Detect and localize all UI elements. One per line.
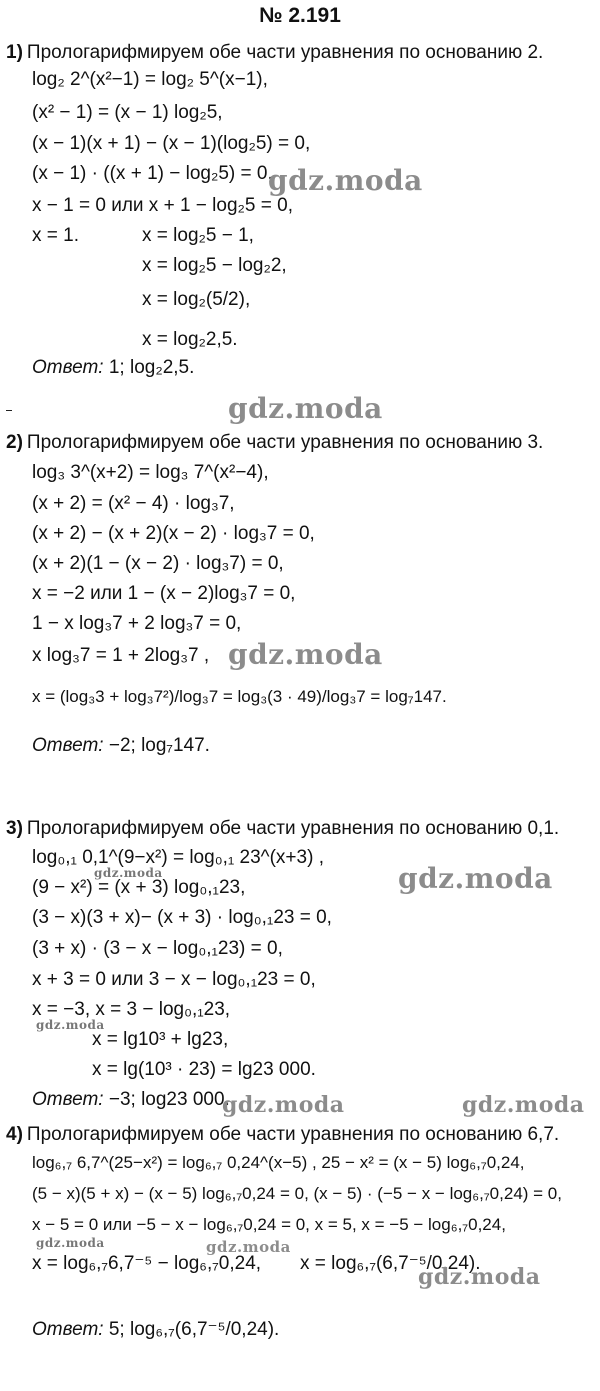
p3-answer xyxy=(32,1090,230,1109)
watermark: gdz.moda xyxy=(228,638,383,671)
p2-line-2: (x + 2) = (x² − 4) · log₃7, xyxy=(32,493,235,514)
p3-line-5: x + 3 = 0 или 3 − x − log₀,₁23 = 0, xyxy=(32,969,316,990)
p2-line-1: log₃ 3^(x+2) = log₃ 7^(x²−4), xyxy=(32,462,269,483)
watermark: gdz.moda xyxy=(94,866,163,880)
problem-2-heading xyxy=(6,432,543,454)
p3-line-2: (9 − x²) = (x + 3) log₀,₁23, xyxy=(32,877,246,898)
problem-1-number: 1) xyxy=(6,42,23,63)
p1-line-4: (x − 1) · ((x + 1) − log₂5) = 0, xyxy=(32,163,273,184)
problem-1-heading-text: Прологарифмируем обе части уравнения по основанию 2. xyxy=(26,42,544,63)
margin-mark xyxy=(6,410,12,411)
problem-title: № 2.191 xyxy=(259,4,341,27)
problem-4-heading xyxy=(6,1124,559,1146)
p4-answer-value: 5; log₆,₇(6,7⁻⁵/0,24). xyxy=(108,1319,280,1340)
watermark: gdz.moda xyxy=(228,392,383,425)
p2-answer-value: −2; log₇147. xyxy=(108,735,210,756)
problem-1-heading xyxy=(6,42,543,64)
p2-line-8: x = (log₃3 + log₃7²)/log₃7 = log₃(3 · 49)/log₃7 = log₇147. xyxy=(32,687,447,706)
p1-answer xyxy=(32,358,194,377)
p3-line-4: (3 + x) · (3 − x − log₀,₁23) = 0, xyxy=(32,938,283,959)
p4-answer-label: Ответ: xyxy=(32,1319,104,1340)
problem-4-heading-text: Прологарифмируем обе части уравнения по основанию 6,7. xyxy=(26,1124,560,1145)
p1-line-10: x = log₂2,5. xyxy=(142,329,238,350)
p4-line-3: x − 5 = 0 или −5 − x − log₆,₇0,24 = 0, x = 5, x = −5 − log₆,₇0,24, xyxy=(32,1215,506,1234)
watermark: gdz.moda xyxy=(222,1092,345,1118)
p2-answer-label: Ответ: xyxy=(32,735,104,756)
p2-line-4: (x + 2)(1 − (x − 2) · log₃7) = 0, xyxy=(32,553,284,574)
p4-line-4: x = log₆,₇6,7⁻⁵ − log₆,₇0,24, xyxy=(32,1253,262,1274)
p1-line-6: x = 1. xyxy=(32,225,79,246)
p1-line-3: (x − 1)(x + 1) − (x − 1)(log₂5) = 0, xyxy=(32,133,311,154)
problem-3-heading xyxy=(6,818,559,840)
p3-line-7: x = lg10³ + lg23, xyxy=(92,1029,229,1050)
problem-4-number: 4) xyxy=(6,1124,23,1145)
p2-line-5: x = −2 или 1 − (x − 2)log₃7 = 0, xyxy=(32,583,296,604)
p3-line-8: x = lg(10³ · 23) = lg23 000. xyxy=(92,1059,316,1080)
p4-line-5: x = log₆,₇(6,7⁻⁵/0,24). xyxy=(300,1253,481,1274)
p1-line-5: x − 1 = 0 или x + 1 − log₂5 = 0, xyxy=(32,195,293,216)
problem-3-heading-text: Прологарифмируем обе части уравнения по основанию 0,1. xyxy=(26,818,560,839)
p2-line-6: 1 − x log₃7 + 2 log₃7 = 0, xyxy=(32,613,242,634)
problem-3-number: 3) xyxy=(6,818,23,839)
watermark: gdz.moda xyxy=(206,1238,291,1256)
watermark: gdz.moda xyxy=(462,1092,585,1118)
watermark: gdz.moda xyxy=(418,1264,541,1290)
p1-line-2: (x² − 1) = (x − 1) log₂5, xyxy=(32,102,223,123)
p3-answer-value: −3; log23 000. xyxy=(108,1089,230,1110)
watermark: gdz.moda xyxy=(268,164,423,197)
problem-2-heading-text: Прологарифмируем обе части уравнения по основанию 3. xyxy=(26,432,544,453)
p2-answer xyxy=(32,736,210,755)
p3-answer-label: Ответ: xyxy=(32,1089,104,1110)
problem-2-number: 2) xyxy=(6,432,23,453)
p1-line-7: x = log₂5 − 1, xyxy=(142,225,254,246)
p2-line-7: x log₃7 = 1 + 2log₃7 , xyxy=(32,645,210,666)
p1-line-1: log₂ 2^(x²−1) = log₂ 5^(x−1), xyxy=(32,69,268,90)
p1-line-9: x = log₂(5/2), xyxy=(142,289,251,310)
p1-answer-label: Ответ: xyxy=(32,357,104,378)
p3-line-1: log₀,₁ 0,1^(9−x²) = log₀,₁ 23^(x+3) , xyxy=(32,847,324,868)
watermark: gdz.moda xyxy=(398,862,553,895)
p4-line-2: (5 − x)(5 + x) − (x − 5) log₆,₇0,24 = 0, (x − 5) · (−5 − x − log₆,₇0,24) = 0, xyxy=(32,1184,562,1203)
watermark: gdz.moda xyxy=(36,1236,105,1250)
p3-line-3: (3 − x)(3 + x)− (x + 3) · log₀,₁23 = 0, xyxy=(32,907,332,928)
watermark: gdz.moda xyxy=(36,1018,105,1032)
p4-line-1: log₆,₇ 6,7^(25−x²) = log₆,₇ 0,24^(x−5) , 25 − x² = (x − 5) log₆,₇0,24, xyxy=(32,1153,525,1172)
p2-line-3: (x + 2) − (x + 2)(x − 2) · log₃7 = 0, xyxy=(32,523,315,544)
p1-line-8: x = log₂5 − log₂2, xyxy=(142,255,287,276)
p4-answer xyxy=(32,1320,279,1339)
p1-answer-value: 1; log₂2,5. xyxy=(108,357,195,378)
p3-line-6: x = −3, x = 3 − log₀,₁23, xyxy=(32,999,231,1020)
